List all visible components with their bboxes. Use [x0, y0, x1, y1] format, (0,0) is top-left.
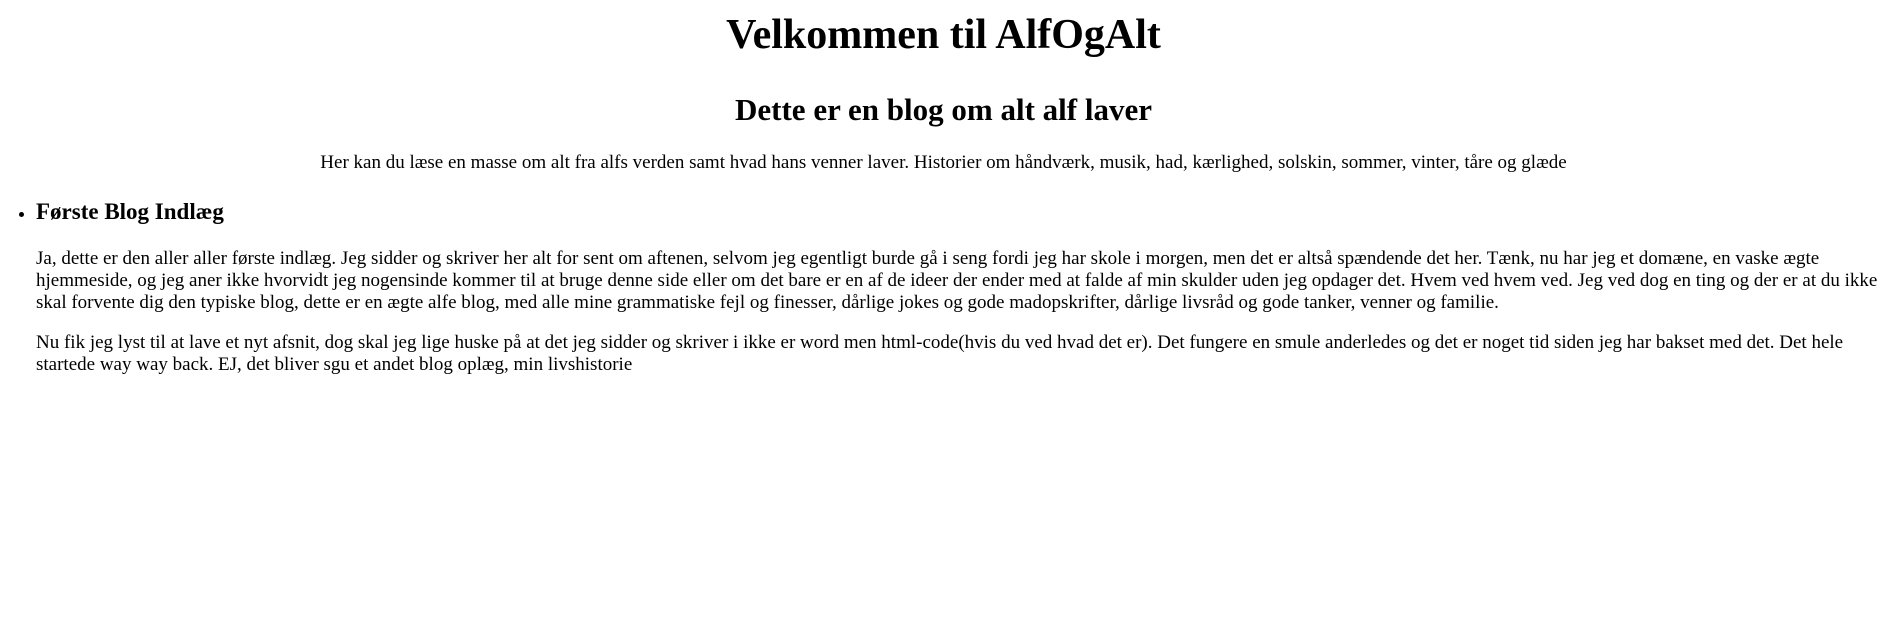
- page-subtitle: Dette er en blog om alt alf laver: [735, 92, 1152, 127]
- page: [0, 10, 1887, 376]
- post-paragraph: Nu fik jeg lyst til at lave et nyt afsnit, dog skal jeg lige huske på at det jeg sidder og skriver i ikke er word men html-code(hvis du ved hvad det er). Det fungere en smule anderledes og det er noget tid siden jeg har bakset med det. Det hele startede way way back. EJ, det bliver sgu et andet blog oplæg, min livshistorie: [36, 332, 1844, 375]
- post-paragraph: Ja, dette er den aller aller første indlæg. Jeg sidder og skriver her alt for sent om aftenen, selvom jeg egentligt burde gå i seng fordi jeg har skole i morgen, men det er altså spændende det her. Tænk, nu har jeg et domæne, en vaske ægte hjemmeside, og jeg aner ikke hvorvidt jeg nogensinde kommer til at bruge denne side eller om det bare er en af de ideer der ender med at falde af min skulder uden jeg opdager det. Hvem ved hvem ved. Jeg ved dog en ting og der er at du ikke skal forvente dig den typiske blog, dette er en ægte alfe blog, med alle mine grammatiske fejl og finesser, dårlige jokes og gode madopskrifter, dårlige livsråd og gode tanker, venner og familie.: [36, 248, 1878, 313]
- post-title: • Første Blog Indlæg: [36, 199, 224, 224]
- post-list: [9, 198, 1878, 376]
- list-item: [36, 198, 1878, 376]
- intro-text: Her kan du læse en masse om alt fra alfs verden samt hvad hans venner laver. Historier om håndværk, musik, had, kærlighed, solskin, sommer, vinter, tåre og glæde: [320, 152, 1567, 173]
- page-title: Velkommen til AlfOgAlt: [726, 12, 1161, 58]
